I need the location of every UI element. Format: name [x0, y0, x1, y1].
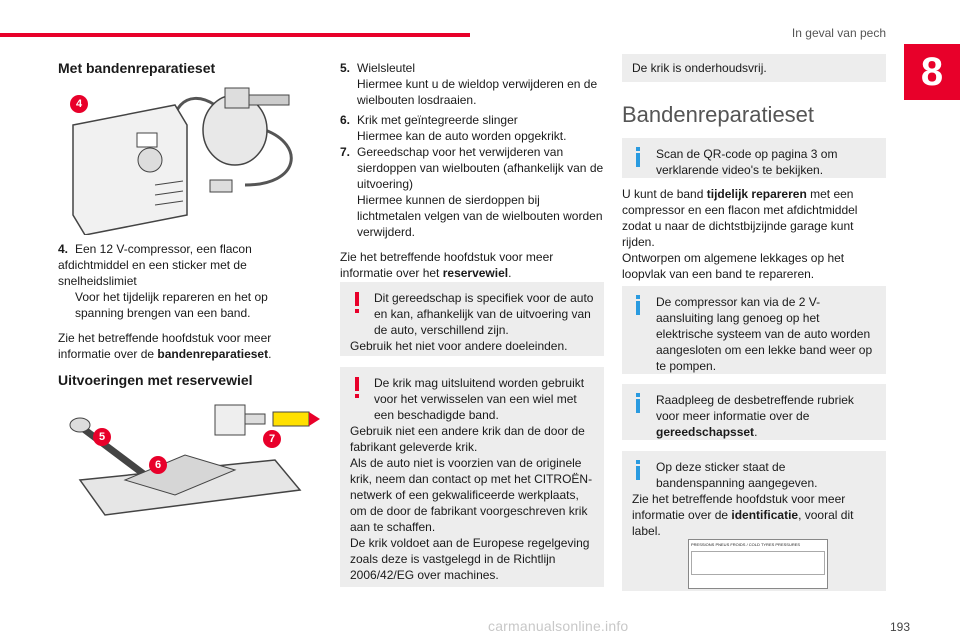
item-number: 6.	[340, 113, 351, 127]
figure-badge-7: 7	[263, 430, 281, 448]
figure-badge-5: 5	[93, 428, 111, 446]
compressor-illustration	[65, 85, 305, 235]
tyre-pressure-sticker	[688, 539, 828, 589]
paragraph-bold-term: tijdelijk repareren	[706, 187, 807, 201]
paragraph-text-end: .	[508, 266, 512, 280]
list-item-4	[58, 241, 310, 321]
paragraph-text-end: met een compressor en een flacon met afdichtmiddel zodat u naar de dichtstbijzijnde garage kunt rijden.	[622, 187, 858, 249]
paragraph-bold-term: reservewiel	[442, 266, 509, 280]
warning-text: De krik voldoet aan de Europese regelgeving zoals deze is vastgelegd in de Richtlijn 2006/42/EG over machines.	[350, 536, 590, 582]
warning-box-tools	[340, 282, 604, 356]
item-number: 4.	[58, 242, 69, 256]
list-item-7	[340, 144, 605, 240]
paragraph-spare-wheel-ref	[340, 249, 605, 281]
item-description: Voor het tijdelijk repareren en het op spanning brengen van een band.	[75, 290, 268, 320]
page-number: 193	[889, 620, 910, 634]
item-number: 5.	[340, 61, 351, 75]
section-title-repair-kit: Bandenreparatieset	[622, 102, 815, 127]
warning-text: Als de auto niet is voorzien van de originele krik, neem dan contact op met het CITROËN-netwerk of een gekwalificeerde werkplaats, om de door de fabrikant voorgeschreven krik aan te schaffen.	[350, 456, 593, 534]
paragraph-text: U kunt de band	[622, 187, 707, 201]
info-box-sticker	[622, 451, 886, 591]
paragraph-text: Ontworpen om algemene lekkages op het loopvlak van een band te repareren.	[622, 251, 845, 281]
warning-icon	[354, 377, 360, 398]
watermark: carmanualsonline.info	[488, 618, 629, 634]
chapter-badge: 8	[904, 44, 960, 100]
warning-box-jack	[340, 367, 604, 587]
info-box-compressor	[622, 286, 886, 374]
info-icon	[636, 147, 640, 167]
item-description: Hiermee kunnen de sierdoppen bij lichtmetalen velgen van de wielbouten worden verwijderd.	[357, 193, 603, 239]
item-text: Een 12 V-compressor, een flacon afdichtmiddel en een sticker met de snelheidslimiet	[58, 242, 252, 288]
item-description: Hiermee kunt u de wieldop verwijderen en de wielbouten losdraaien.	[357, 77, 598, 107]
info-icon	[636, 393, 640, 413]
sticker-table	[691, 551, 825, 575]
paragraph-text: Zie het betreffende hoofdstuk voor meer informatie over het	[340, 250, 554, 280]
info-text: Raadpleeg de desbetreffende rubriek voor meer informatie over de	[656, 393, 854, 423]
paragraph-text-end: .	[268, 347, 272, 361]
paragraph-repair-intro	[622, 186, 886, 282]
warning-text: Gebruik niet een andere krik dan de door de fabrikant geleverde krik.	[350, 424, 585, 454]
item-description: Hiermee kan de auto worden opgekrikt.	[357, 129, 567, 143]
item-title: Gereedschap voor het verwijderen van sierdoppen van wielbouten (afhankelijk van de uitvoering)	[357, 145, 604, 191]
paragraph-text: Zie het betreffende hoofdstuk voor meer informatie over de	[58, 331, 272, 361]
warning-text: Dit gereedschap is specifiek voor de auto en kan, afhankelijk van de uitvoering van de auto, verschillend zijn.	[374, 291, 594, 337]
item-title: Wielsleutel	[357, 61, 416, 75]
warning-icon	[354, 292, 360, 313]
list-item-5	[340, 60, 605, 108]
note-box-jack-maintenance: De krik is onderhoudsvrij.	[622, 54, 886, 82]
figure-badge-4: 4	[70, 95, 88, 113]
info-icon	[636, 460, 640, 480]
figure-badge-6: 6	[149, 456, 167, 474]
list-item-6	[340, 112, 605, 144]
item-number: 7.	[340, 145, 351, 159]
sticker-header: PRESSIONS PNEUS FROIDS / COLD TYRES PRESSURES	[691, 542, 801, 547]
info-box-qr	[622, 138, 886, 178]
info-text: De compressor kan via de 2 V-aansluiting lang genoeg op het elektrische systeem van de auto worden aangesloten om een lekke band weer op te pompen.	[656, 295, 873, 373]
info-text: Zie het betreffende hoofdstuk voor meer informatie over de	[632, 492, 846, 522]
header-title: In geval van pech	[791, 26, 886, 40]
section-heading-repair-kit: Met bandenreparatieset	[58, 60, 216, 76]
warning-text: Gebruik het niet voor andere doeleinden.	[350, 339, 568, 353]
info-text-end: , vooral dit label.	[632, 508, 854, 538]
info-text: Scan de QR-code op pagina 3 om verklarende video's te bekijken.	[656, 147, 838, 177]
paragraph-repair-kit-ref	[58, 330, 310, 362]
warning-text: De krik mag uitsluitend worden gebruikt voor het verwisselen van een wiel met een beschadigde band.	[374, 376, 585, 422]
info-bold-term: gereedschapsset	[656, 425, 755, 439]
info-box-toolset	[622, 384, 886, 440]
tools-illustration	[65, 400, 320, 530]
info-icon	[636, 295, 640, 315]
header-accent-bar	[0, 33, 470, 37]
section-heading-spare-wheel: Uitvoeringen met reservewiel	[58, 372, 253, 388]
item-title: Krik met geïntegreerde slinger	[357, 113, 518, 127]
info-bold-term: identificatie	[731, 508, 799, 522]
paragraph-bold-term: bandenreparatieset	[157, 347, 269, 361]
info-text-end: .	[754, 425, 758, 439]
info-text: Op deze sticker staat de bandenspanning aangegeven.	[656, 460, 818, 490]
